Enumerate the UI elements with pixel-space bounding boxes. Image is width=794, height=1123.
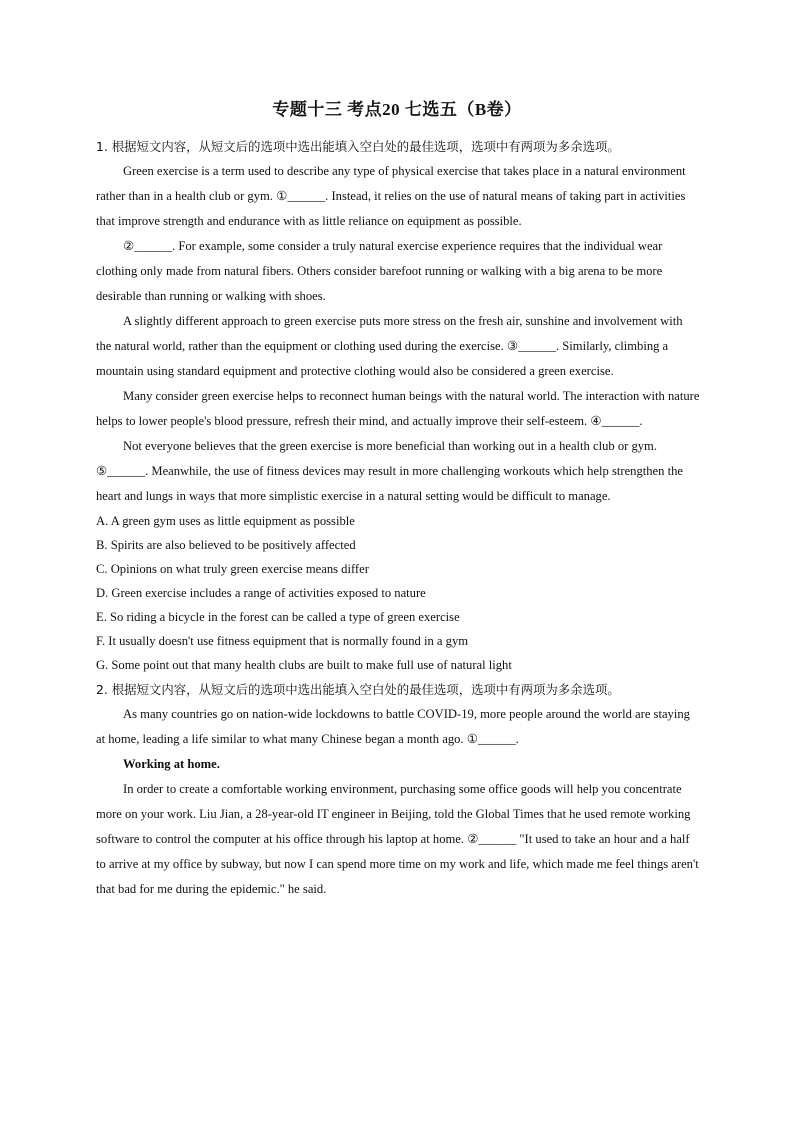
option-a: A. A green gym uses as little equipment as possible — [96, 514, 355, 528]
q1-paragraph-5: Not everyone believes that the green exercise is more beneficial than working out in a health club or gym. ⑤______. Meanwhile, the use of fitness devices may result in more challenging workouts which help strengthen the heart and lungs in ways that more simplistic exercise in a natural setting would be difficult to manage. — [96, 439, 683, 503]
option-f: F. It usually doesn't use fitness equipment that is normally found in a gym — [96, 634, 469, 648]
q2-paragraph-1: As many countries go on nation-wide lockdowns to battle COVID-19, more people around the world are staying at home, leading a life similar to what many Chinese began a month ago. ①______. — [96, 707, 690, 746]
document-body — [96, 134, 700, 902]
q2-heading: Working at home. — [123, 757, 220, 771]
option-c: C. Opinions on what truly green exercise means differ — [96, 562, 369, 576]
q1-paragraph-4: Many consider green exercise helps to reconnect human beings with the natural world. The interaction with nature helps to lower people's blood pressure, refresh their mind, and actually improve their self-esteem. ④______. — [96, 389, 700, 428]
q1-paragraph-3: A slightly different approach to green exercise puts more stress on the fresh air, sunshine and involvement with the natural world, rather than the equipment or clothing used during the exercise. ③______. Similarly, climbing a mountain using standard equipment and protective clothing would also be considered a green exercise. — [96, 314, 683, 378]
option-b: B. Spirits are also believed to be positively affected — [96, 538, 356, 552]
option-d: D. Green exercise includes a range of activities exposed to nature — [96, 586, 426, 600]
q2-instruction: 2. 根据短文内容，从短文后的选项中选出能填入空白处的最佳选项，选项中有两项为多余选项。 — [96, 682, 620, 697]
option-g: G. Some point out that many health clubs are built to make full use of natural light — [96, 658, 512, 672]
q1-paragraph-2: ②______. For example, some consider a truly natural exercise experience requires that the individual wear clothing only made from natural fibers. Others consider barefoot running or walking with a big arena to be more desirable than running or walking with shoes. — [96, 239, 663, 303]
option-e: E. So riding a bicycle in the forest can be called a type of green exercise — [96, 610, 460, 624]
q2-paragraph-2: In order to create a comfortable working environment, purchasing some office goods will help you concentrate more on your work. Liu Jian, a 28-year-old IT engineer in Beijing, told the Global Times that he used remote working software to control the computer at his office through his laptop at home. ②______ "It used to take an hour and a half to arrive at my office by subway, but now I can spend more time on my work and life, which made me feel things aren't that bad for me during the epidemic." he said. — [96, 782, 699, 896]
q1-instruction: 1. 根据短文内容，从短文后的选项中选出能填入空白处的最佳选项，选项中有两项为多余选项。 — [96, 139, 620, 154]
q1-options — [96, 509, 700, 677]
q1-paragraph-1: Green exercise is a term used to describe any type of physical exercise that takes place in a natural environment rather than in a health club or gym. ①______. Instead, it relies on the use of natural means of taking part in activities that improve strength and endurance with as little reliance on equipment as possible. — [96, 164, 686, 228]
page-title: 专题十三 考点20 七选五（B卷） — [272, 100, 522, 119]
